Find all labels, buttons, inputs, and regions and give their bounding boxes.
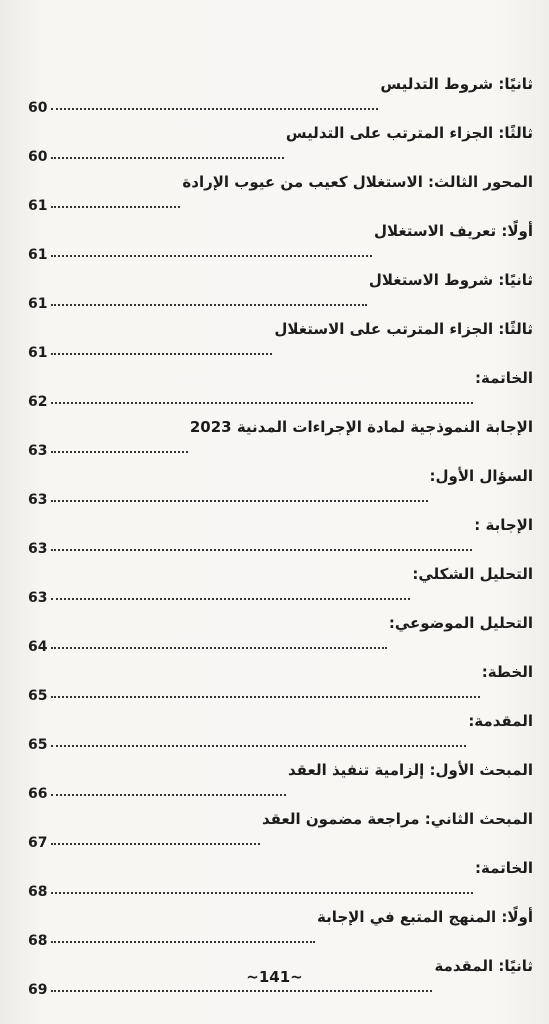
toc-entry-page: 61 — [28, 198, 48, 214]
dot-leader — [51, 402, 473, 404]
toc-entry-title: الخاتمة: — [474, 369, 533, 387]
dot-leader — [51, 451, 187, 453]
toc-entry-title: ثانيًا: شروط التدليس — [380, 75, 533, 93]
toc-entry-page: 61 — [28, 296, 48, 312]
toc-entry-page: 63 — [28, 492, 48, 508]
toc-entry[interactable] — [28, 517, 533, 557]
toc-entry-title: السؤال الأول: — [429, 467, 533, 485]
toc-entry[interactable] — [28, 125, 533, 165]
toc-entry-title: المبحث الثاني: مراجعة مضمون العقد — [261, 810, 533, 828]
toc-entry-page: 61 — [28, 345, 48, 361]
toc-entry[interactable] — [28, 419, 533, 459]
dot-leader — [51, 696, 479, 698]
toc-entry[interactable] — [28, 762, 533, 802]
dot-leader — [51, 745, 466, 747]
toc-entry[interactable] — [28, 811, 533, 851]
toc-entry-title: التحليل الشكلي: — [412, 565, 533, 583]
dot-leader — [51, 941, 315, 943]
toc-entry[interactable] — [28, 909, 533, 949]
dot-leader — [51, 549, 472, 551]
toc-entry-page: 63 — [28, 590, 48, 606]
toc-entry-title: الخطة: — [481, 663, 533, 681]
toc-entry-page: 69 — [28, 982, 48, 998]
toc-entry[interactable] — [28, 615, 533, 655]
toc-entry-title: المحور الثالث: الاستغلال كعيب من عيوب الإرادة — [182, 173, 533, 191]
toc-entry[interactable] — [28, 370, 533, 410]
toc-entry[interactable] — [28, 468, 533, 508]
dot-leader — [51, 598, 410, 600]
toc-entry-title: الخاتمة: — [474, 859, 533, 877]
toc-entry-title: أولًا: المنهج المتبع في الإجابة — [317, 908, 533, 926]
dot-leader — [51, 157, 283, 159]
toc-entry-title: المقدمة: — [468, 712, 533, 730]
toc-entry-page: 60 — [28, 100, 48, 116]
toc-entry-page: 61 — [28, 247, 48, 263]
toc-entry-page: 68 — [28, 933, 48, 949]
dot-leader — [51, 108, 378, 110]
dot-leader — [51, 304, 366, 306]
dot-leader — [51, 353, 272, 355]
toc-entry-title: أولًا: تعريف الاستغلال — [373, 222, 533, 240]
toc-entry[interactable] — [28, 272, 533, 312]
toc-entry[interactable] — [28, 76, 533, 116]
dot-leader — [51, 892, 473, 894]
toc-entry-title: ثالثًا: الجزاء المترتب على الاستغلال — [274, 320, 533, 338]
dot-leader — [51, 647, 386, 649]
toc-entry-page: 67 — [28, 835, 48, 851]
toc-entry[interactable] — [28, 566, 533, 606]
toc-entry-title: الإجابة النموذجية لمادة الإجراءات المدنية 2023 — [189, 418, 533, 436]
toc-entry[interactable] — [28, 223, 533, 263]
toc-entry-page: 68 — [28, 884, 48, 900]
toc-entry-title: الإجابة : — [474, 516, 533, 534]
dot-leader — [51, 794, 286, 796]
dot-leader — [51, 206, 180, 208]
toc-entry-page: 65 — [28, 688, 48, 704]
dot-leader — [51, 990, 432, 992]
toc-entry-page: 64 — [28, 639, 48, 655]
toc-entry[interactable] — [28, 321, 533, 361]
page-number: ~141~ — [246, 968, 303, 986]
toc-entry[interactable] — [28, 713, 533, 753]
toc-entry[interactable] — [28, 860, 533, 900]
toc-entry-page: 60 — [28, 149, 48, 165]
toc-entry-page: 66 — [28, 786, 48, 802]
toc-entry-page: 65 — [28, 737, 48, 753]
toc-entry-page: 63 — [28, 443, 48, 459]
toc-entry-title: ثانيًا: المقدمة — [434, 957, 533, 975]
toc-entry[interactable] — [28, 174, 533, 214]
toc-entry-title: التحليل الموضوعي: — [388, 614, 533, 632]
dot-leader — [51, 255, 371, 257]
toc-entry-title: ثالثًا: الجزاء المترتب على التدليس — [285, 124, 533, 142]
toc-entry-page: 62 — [28, 394, 48, 410]
toc-entry-page: 63 — [28, 541, 48, 557]
dot-leader — [51, 843, 259, 845]
toc-entry-title: ثانيًا: شروط الاستغلال — [368, 271, 533, 289]
toc-entry[interactable] — [28, 664, 533, 704]
toc-entry-title: المبحث الأول: إلزامية تنفيذ العقد — [288, 761, 533, 779]
dot-leader — [51, 500, 427, 502]
